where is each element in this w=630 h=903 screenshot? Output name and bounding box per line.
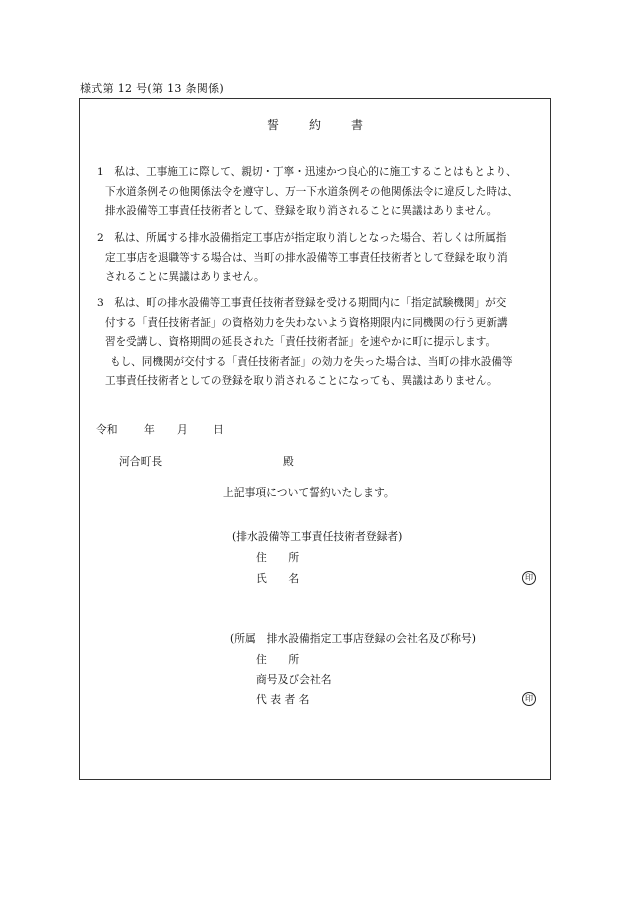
registrant-heading: (排水設備等工事責任技術者登録者) bbox=[232, 530, 403, 543]
registrant-name-label: 氏 名 bbox=[256, 572, 300, 585]
clause-number: 3 bbox=[97, 297, 104, 309]
clause-number: 1 bbox=[97, 166, 104, 178]
clause-line: 定工事店を退職等する場合は、当町の排水設備等工事責任技術者として登録を取り消 bbox=[105, 251, 508, 264]
clause-2 bbox=[97, 229, 537, 288]
clause-3 bbox=[97, 294, 537, 392]
date-year: 年 bbox=[144, 423, 155, 436]
pledge-statement: 上記事項について誓約いたします。 bbox=[223, 486, 395, 499]
clause-number: 2 bbox=[97, 232, 104, 244]
clause-line: 下水道条例その他関係法令を遵守し、万一下水道条例その他関係法令に違反した時は、 bbox=[105, 185, 519, 198]
addressee-name: 河合町長 bbox=[119, 455, 163, 468]
company-address-label: 住 所 bbox=[256, 653, 300, 666]
document-title: 誓約書 bbox=[266, 118, 393, 132]
date-day: 日 bbox=[213, 423, 224, 436]
clause-line: 1 私は、工事施工に際して、親切・丁寧・迅速かつ良心的に施工することはもとより、 bbox=[97, 166, 517, 178]
clause-line: 2 私は、所属する排水設備指定工事店が指定取り消しとなった場合、若しくは所属指 bbox=[97, 232, 507, 244]
company-seal-mark: 印 bbox=[522, 692, 536, 706]
clause-line: 3 私は、町の排水設備等工事責任技術者登録を受ける期間内に「指定試験機関」が交 bbox=[97, 297, 507, 309]
form-number: 様式第 12 号(第 13 条関係) bbox=[80, 82, 224, 95]
clause-line: 習を受講し、資格期間の延長された「責任技術者証」を速やかに町に提示します。 bbox=[105, 336, 497, 348]
clause-line: もし、同機関が交付する「責任技術者証」の効力を失った場合は、当町の排水設備等 bbox=[110, 355, 513, 368]
company-name-label: 商号及び会社名 bbox=[256, 673, 332, 686]
clause-line: 排水設備等工事責任技術者として、登録を取り消されることに異議はありません。 bbox=[105, 205, 498, 217]
clause-line: 工事責任技術者としての登録を取り消されることになっても、異議はありません。 bbox=[105, 375, 498, 387]
clause-line: 付する「責任技術者証」の資格効力を失わないよう資格期限内に同機関の行う更新講 bbox=[105, 316, 508, 329]
date-era: 令和 bbox=[96, 423, 118, 436]
company-heading: (所属 排水設備指定工事店登録の会社名及び称号) bbox=[230, 632, 476, 645]
registrant-seal-mark: 印 bbox=[522, 571, 536, 585]
clause-line: されることに異議はありません。 bbox=[105, 271, 265, 283]
addressee-honorific: 殿 bbox=[283, 455, 294, 468]
clause-1 bbox=[97, 163, 537, 222]
registrant-address-label: 住 所 bbox=[256, 551, 300, 564]
date-month: 月 bbox=[177, 423, 188, 436]
pledge-form bbox=[79, 98, 551, 780]
representative-name-label: 代 表 者 名 bbox=[256, 693, 310, 706]
